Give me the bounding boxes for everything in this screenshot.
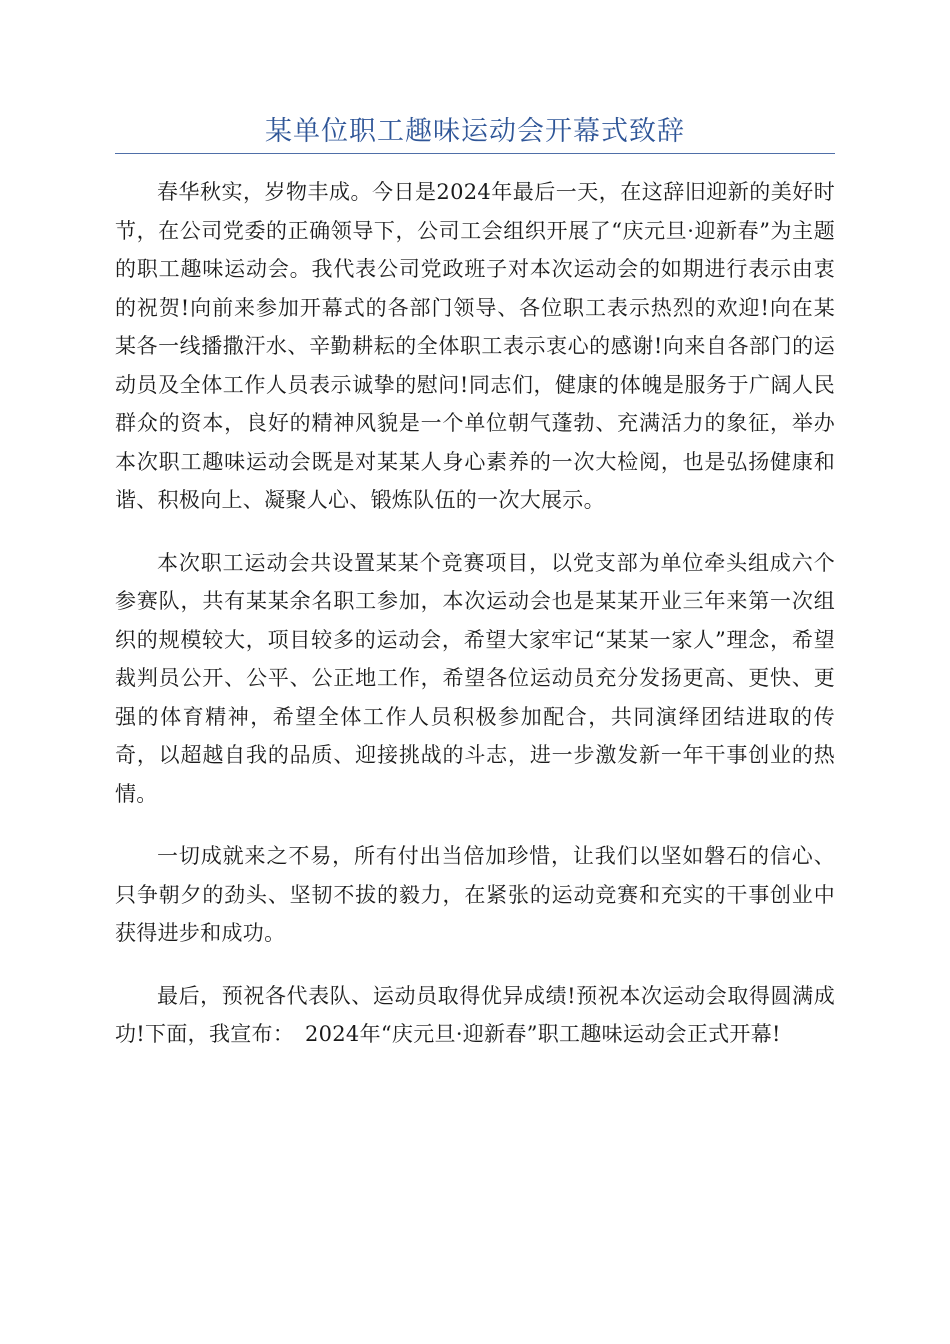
paragraph-competition: 本次职工运动会共设置某某个竞赛项目，以党支部为单位牵头组成六个参赛队，共有某某余名职工参加，本次运动会也是某某开业三年来第一次组织的规模较大，项目较多的运动会，希望大家牢记“某某一家人”理念，希望裁判员公开、公平、公正地工作，希望各位运动员充分发扬更高、更快、更强的体育精神，希望全体工作人员积极参加配合，共同演绎团结进取的传奇，以超越自我的品质、迎接挑战的斗志，进一步激发新一年干事创业的热情。 [115,550,835,806]
paragraph-encouragement: 一切成就来之不易，所有付出当倍加珍惜，让我们以坚如磐石的信心、只争朝夕的劲头、坚韧不拔的毅力，在紧张的运动竞赛和充实的干事创业中获得进步和成功。 [115,844,835,945]
document-title: 某单位职工趣味运动会开幕式致辞 [265,116,685,147]
document-body [115,173,835,1078]
title-underline [115,153,835,154]
paragraph-opening: 春华秋实，岁物丰成。今日是2024年最后一天，在这辞旧迎新的美好时节，在公司党委的正确领导下，公司工会组织开展了“庆元旦·迎新春”为主题的职工趣味运动会。我代表公司党政班子对本次运动会的如期进行表示由衷的祝贺!向前来参加开幕式的各部门领导、各位职工表示热烈的欢迎!向在某某各一线播撒汗水、辛勤耕耘的全体职工表示衷心的感谢!向来自各部门的运动员及全体工作人员表示诚挚的慰问!同志们，健康的体魄是服务于广阔人民群众的资本，良好的精神风貌是一个单位朝气蓬勃、充满活力的象征，举办本次职工趣味运动会既是对某某人身心素养的一次大检阅，也是弘扬健康和谐、积极向上、凝聚人心、锻炼队伍的一次大展示。 [115,180,835,512]
paragraph-closing: 最后，预祝各代表队、运动员取得优异成绩!预祝本次运动会取得圆满成功!下面，我宣布： 2024年“庆元旦·迎新春”职工趣味运动会正式开幕! [115,983,835,1046]
